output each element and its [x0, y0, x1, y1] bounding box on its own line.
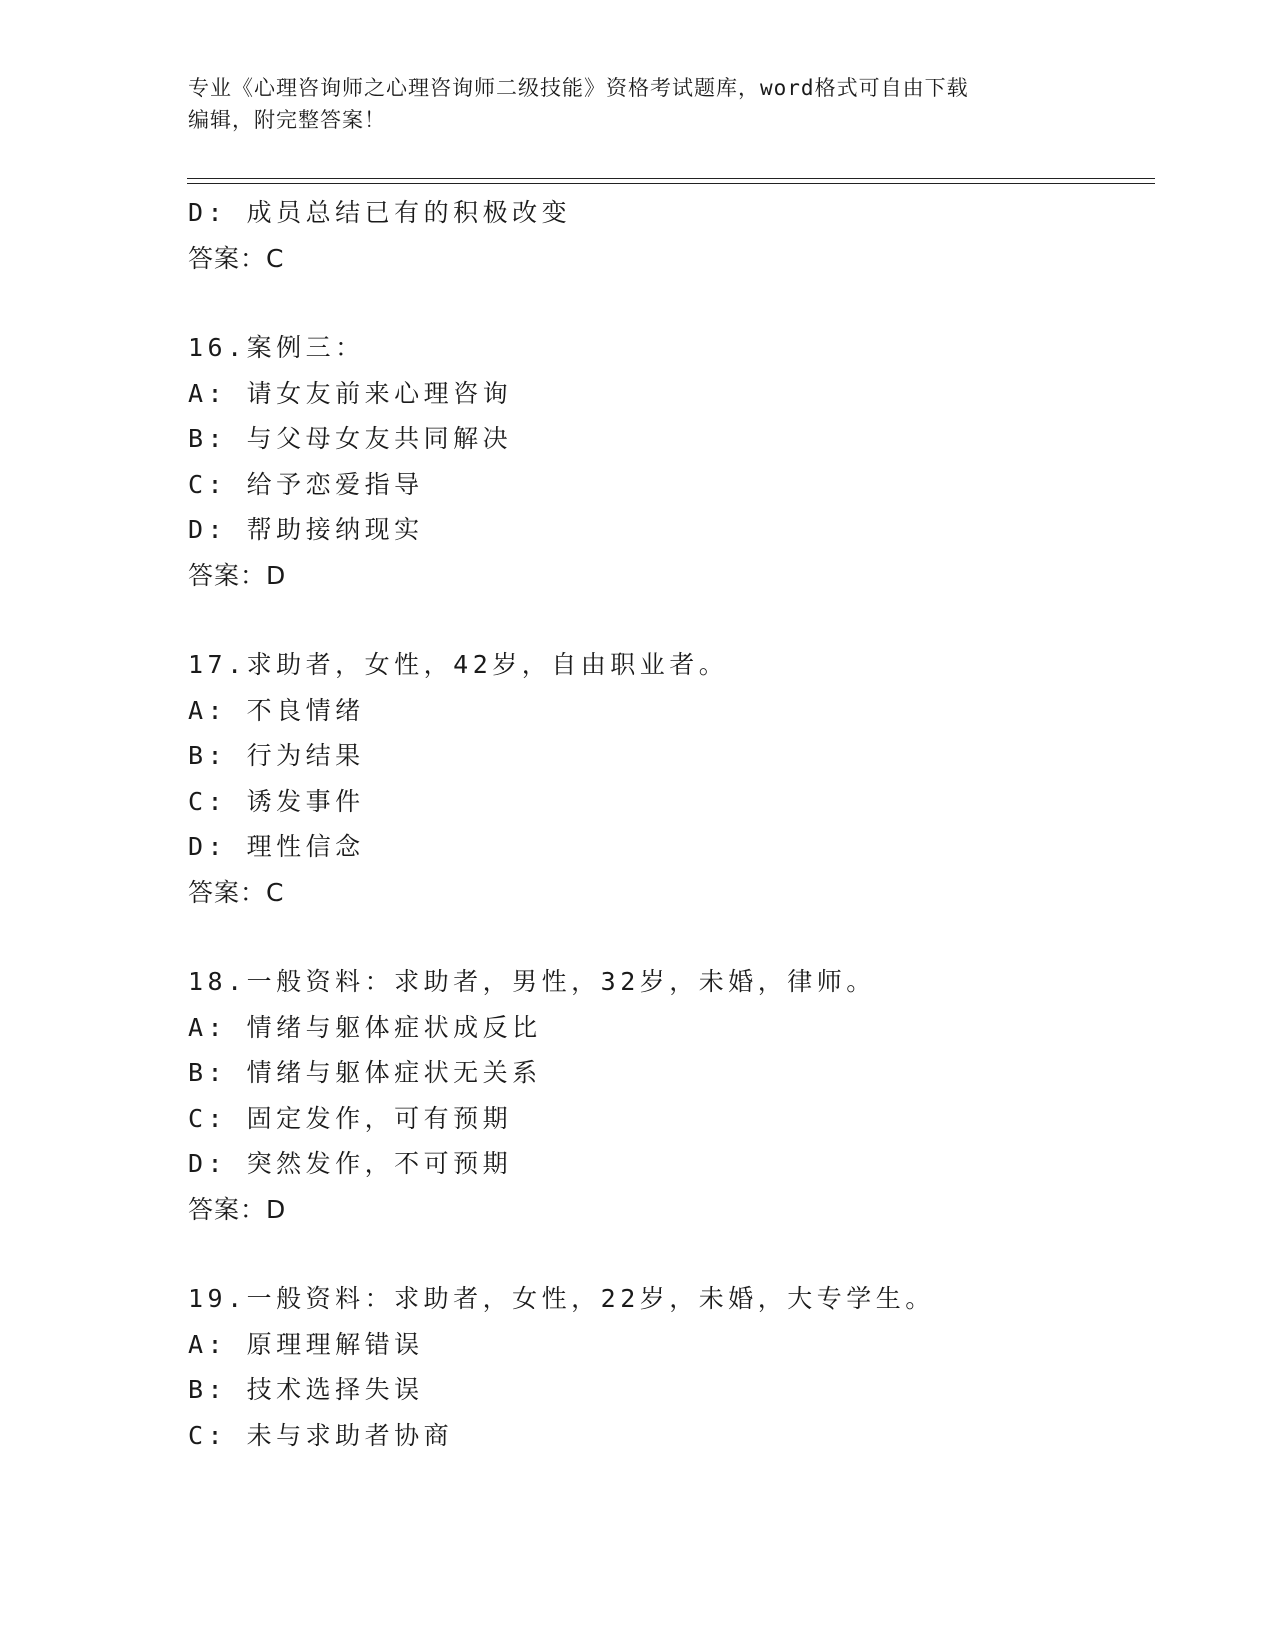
answer-line: 答案：C [188, 877, 285, 907]
question-18 [188, 959, 1148, 1232]
option-a: A: 情绪与躯体症状成反比 [188, 1012, 542, 1042]
question-16 [188, 325, 1148, 598]
answer-line: 答案：D [188, 560, 287, 590]
option-b: B: 与父母女友共同解决 [188, 424, 513, 453]
question-stem: 18.一般资料：求助者，男性，32岁，未婚，律师。 [188, 967, 876, 996]
option-c: C: 给予恋爱指导 [188, 469, 424, 499]
option-a: A: 原理理解错误 [188, 1329, 424, 1359]
question-15-continued [188, 190, 1148, 281]
question-19 [188, 1276, 1148, 1458]
option-d: D: 突然发作，不可预期 [188, 1149, 513, 1178]
answer-line: 答案：D [188, 1194, 287, 1224]
question-stem: 17.求助者，女性，42岁，自由职业者。 [188, 650, 729, 679]
question-17 [188, 642, 1148, 915]
option-b: B: 技术选择失误 [188, 1375, 424, 1404]
header-divider-top [187, 178, 1155, 179]
header-divider-bottom [187, 183, 1155, 184]
option-c: C: 固定发作，可有预期 [188, 1103, 513, 1133]
question-stem: 19.一般资料：求助者，女性，22岁，未婚，大专学生。 [188, 1284, 935, 1313]
document-body [188, 190, 1148, 1458]
option-c: C: 诱发事件 [188, 786, 365, 816]
header-line-2: 编辑，附完整答案！ [188, 108, 386, 132]
spacer [188, 598, 1148, 642]
answer-line: 答案：C [188, 243, 285, 273]
spacer [188, 1232, 1148, 1276]
option-d: D: 理性信念 [188, 832, 365, 861]
spacer [188, 915, 1148, 959]
document-header [188, 72, 1088, 136]
spacer [188, 281, 1148, 325]
option-b: B: 情绪与躯体症状无关系 [188, 1058, 542, 1087]
option-d: D: 成员总结已有的积极改变 [188, 198, 572, 227]
option-b: B: 行为结果 [188, 741, 365, 770]
header-line-1: 专业《心理咨询师之心理咨询师二级技能》资格考试题库，word格式可自由下载 [188, 76, 969, 100]
option-a: A: 请女友前来心理咨询 [188, 378, 513, 408]
question-stem: 16.案例三： [188, 333, 365, 362]
option-a: A: 不良情绪 [188, 695, 365, 725]
option-d: D: 帮助接纳现实 [188, 515, 424, 544]
option-c: C: 未与求助者协商 [188, 1420, 454, 1450]
